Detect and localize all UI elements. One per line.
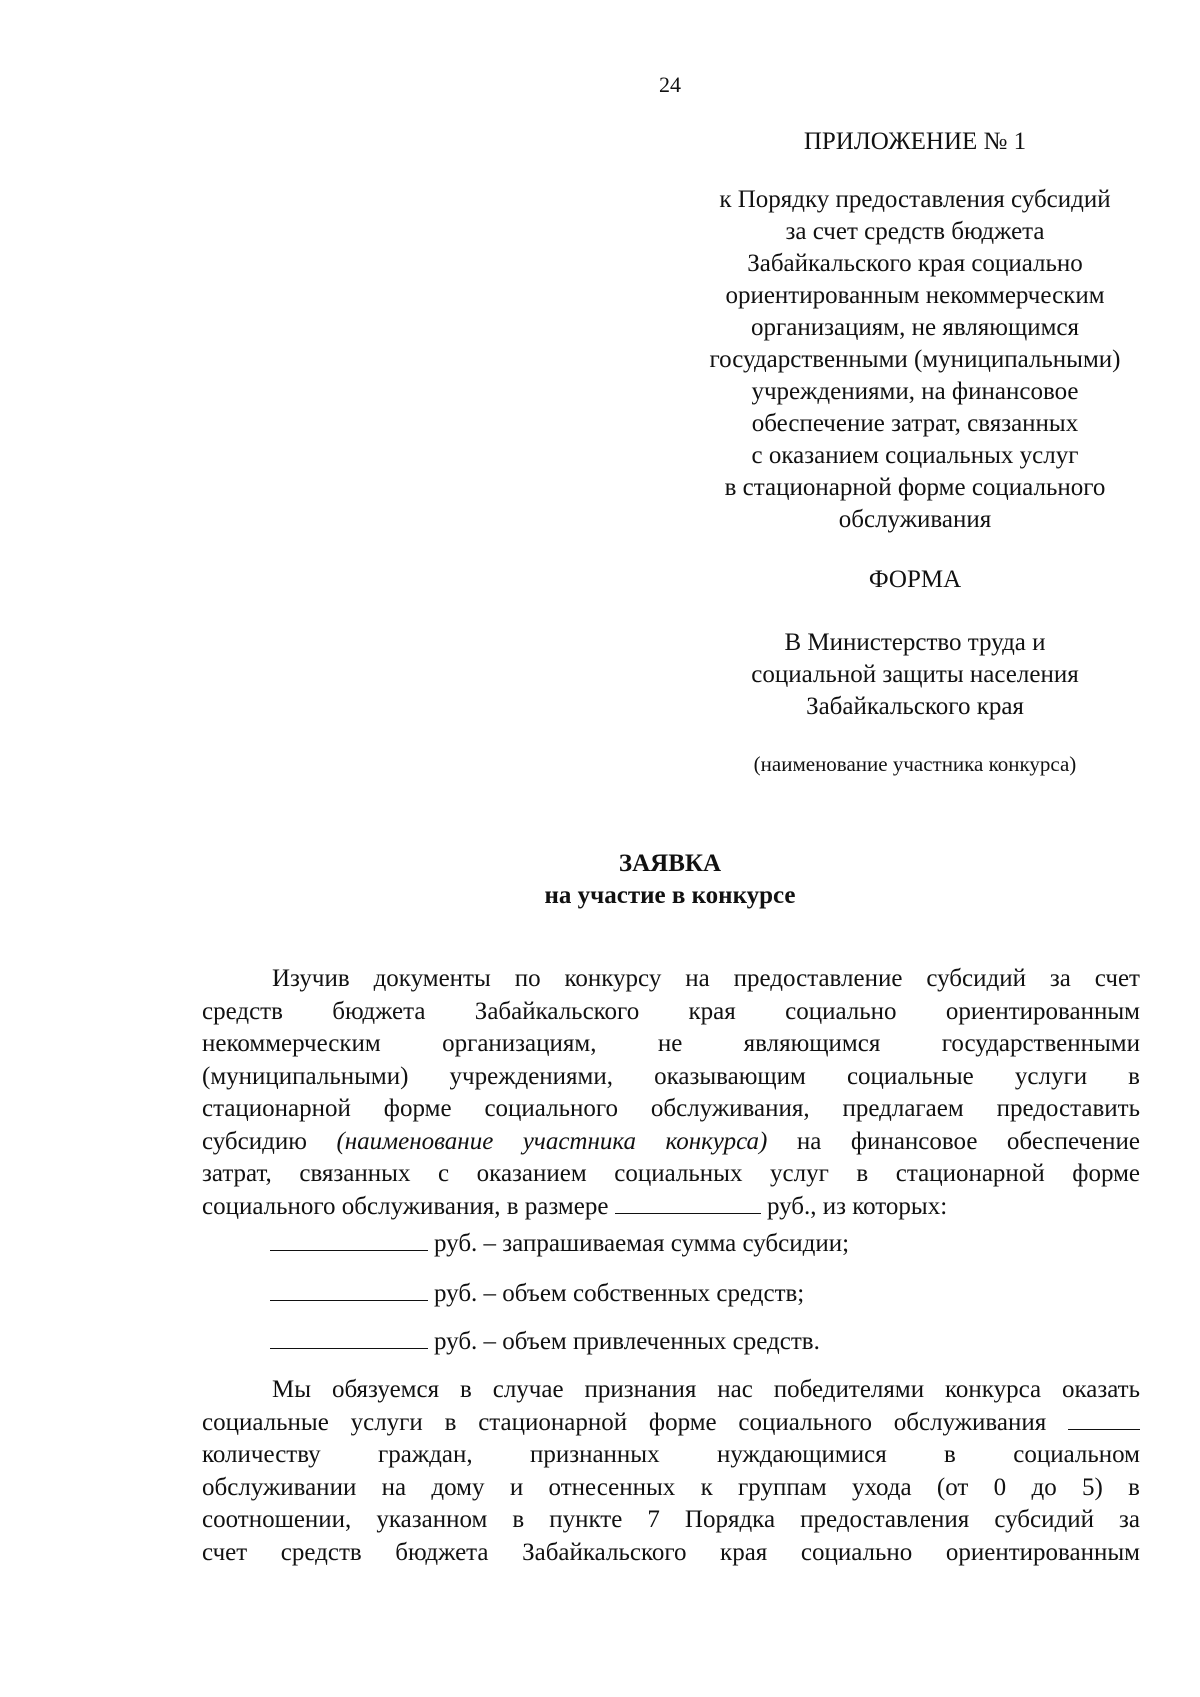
appendix-line: Забайкальского края социально bbox=[747, 250, 1083, 277]
paragraph-line: Изучив документы по конкурсу на предоставление субсидий за счет bbox=[272, 965, 1140, 992]
paragraph-line: количеству граждан, признанных нуждающимися в социальном bbox=[202, 1441, 1140, 1468]
paragraph-line: соотношении, указанном в пункте 7 Порядка предоставления субсидий за bbox=[202, 1506, 1140, 1533]
appendix-line: в стационарной форме социального bbox=[724, 474, 1106, 501]
amount-own-funds bbox=[270, 1278, 804, 1310]
amount-label: руб. – объем привлеченных средств. bbox=[434, 1328, 820, 1355]
amount-blank[interactable] bbox=[270, 1326, 428, 1349]
amount-label: руб. – объем собственных средств; bbox=[434, 1280, 805, 1307]
paragraph-line: (муниципальными) учреждениями, оказывающим социальные услуги в bbox=[202, 1062, 1140, 1090]
participant-name-placeholder: (наименование участника конкурса) bbox=[336, 1127, 768, 1155]
text-fragment: субсидию bbox=[202, 1127, 307, 1155]
paragraph-obligation bbox=[202, 1374, 1140, 1569]
page-number: 24 bbox=[659, 72, 681, 97]
amount-requested bbox=[270, 1228, 849, 1260]
appendix-line: ориентированным некоммерческим bbox=[725, 282, 1105, 309]
citizens-count-blank[interactable] bbox=[1068, 1407, 1140, 1430]
text-fragment: руб., из которых: bbox=[766, 1192, 948, 1220]
paragraph-line: обслуживании на дому и отнесенных к группам ухода (от 0 до 5) в bbox=[202, 1473, 1140, 1501]
addressee-line: социальной защиты населения bbox=[751, 661, 1079, 688]
addressee-line: В Министерство труда и bbox=[784, 629, 1046, 656]
document-title bbox=[200, 848, 1140, 912]
appendix-line: к Порядку предоставления субсидий bbox=[719, 186, 1111, 213]
appendix-line: организациям, не являющимся bbox=[750, 314, 1080, 341]
paragraph-line-with-blank bbox=[202, 1407, 1140, 1440]
appendix-header bbox=[670, 126, 1160, 778]
appendix-line: с оказанием социальных услуг bbox=[751, 442, 1079, 469]
appendix-line: обеспечение затрат, связанных bbox=[751, 410, 1079, 437]
appendix-title: ПРИЛОЖЕНИЕ № 1 bbox=[803, 128, 1027, 155]
appendix-line: обслуживания bbox=[838, 506, 992, 533]
title-main: ЗАЯВКА bbox=[618, 850, 722, 877]
text-fragment: на финансовое обеспечение bbox=[796, 1127, 1141, 1155]
paragraph-line: счет средств бюджета Забайкальского края социально ориентированным bbox=[202, 1538, 1140, 1566]
paragraph-line-with-blank bbox=[202, 1191, 1140, 1224]
title-subtitle: на участие в конкурсе bbox=[544, 882, 796, 909]
appendix-line: за счет средств бюджета bbox=[785, 218, 1045, 245]
paragraph-line-mixed bbox=[202, 1126, 1140, 1159]
amount-blank[interactable] bbox=[270, 1278, 428, 1301]
paragraph-intro bbox=[202, 963, 1140, 1223]
amount-label: руб. – запрашиваемая сумма субсидии; bbox=[434, 1230, 850, 1257]
paragraph-line: средств бюджета Забайкальского края социально ориентированным bbox=[202, 997, 1140, 1025]
paragraph-line: Мы обязуемся в случае признания нас победителями конкурса оказать bbox=[272, 1376, 1140, 1403]
paragraph-line: стационарной форме социального обслуживания, предлагаем предоставить bbox=[202, 1095, 1140, 1122]
total-amount-blank[interactable] bbox=[615, 1191, 761, 1214]
appendix-reference bbox=[670, 184, 1160, 536]
form-label: ФОРМА bbox=[868, 566, 962, 593]
appendix-line: государственными (муниципальными) bbox=[709, 346, 1121, 373]
text-fragment: социального обслуживания, в размере bbox=[202, 1192, 609, 1220]
text-fragment: социальные услуги в стационарной форме социального обслуживания bbox=[202, 1408, 1047, 1436]
paragraph-line: затрат, связанных с оказанием социальных услуг в стационарной форме bbox=[202, 1160, 1140, 1187]
paragraph-line: некоммерческим организациям, не являющимся государственными bbox=[202, 1030, 1140, 1057]
addressee bbox=[670, 627, 1160, 723]
amount-attracted-funds bbox=[270, 1326, 820, 1358]
participant-caption: (наименование участника конкурса) bbox=[753, 752, 1077, 776]
addressee-line: Забайкальского края bbox=[806, 693, 1024, 720]
amount-blank[interactable] bbox=[270, 1228, 428, 1251]
appendix-line: учреждениями, на финансовое bbox=[751, 378, 1079, 405]
